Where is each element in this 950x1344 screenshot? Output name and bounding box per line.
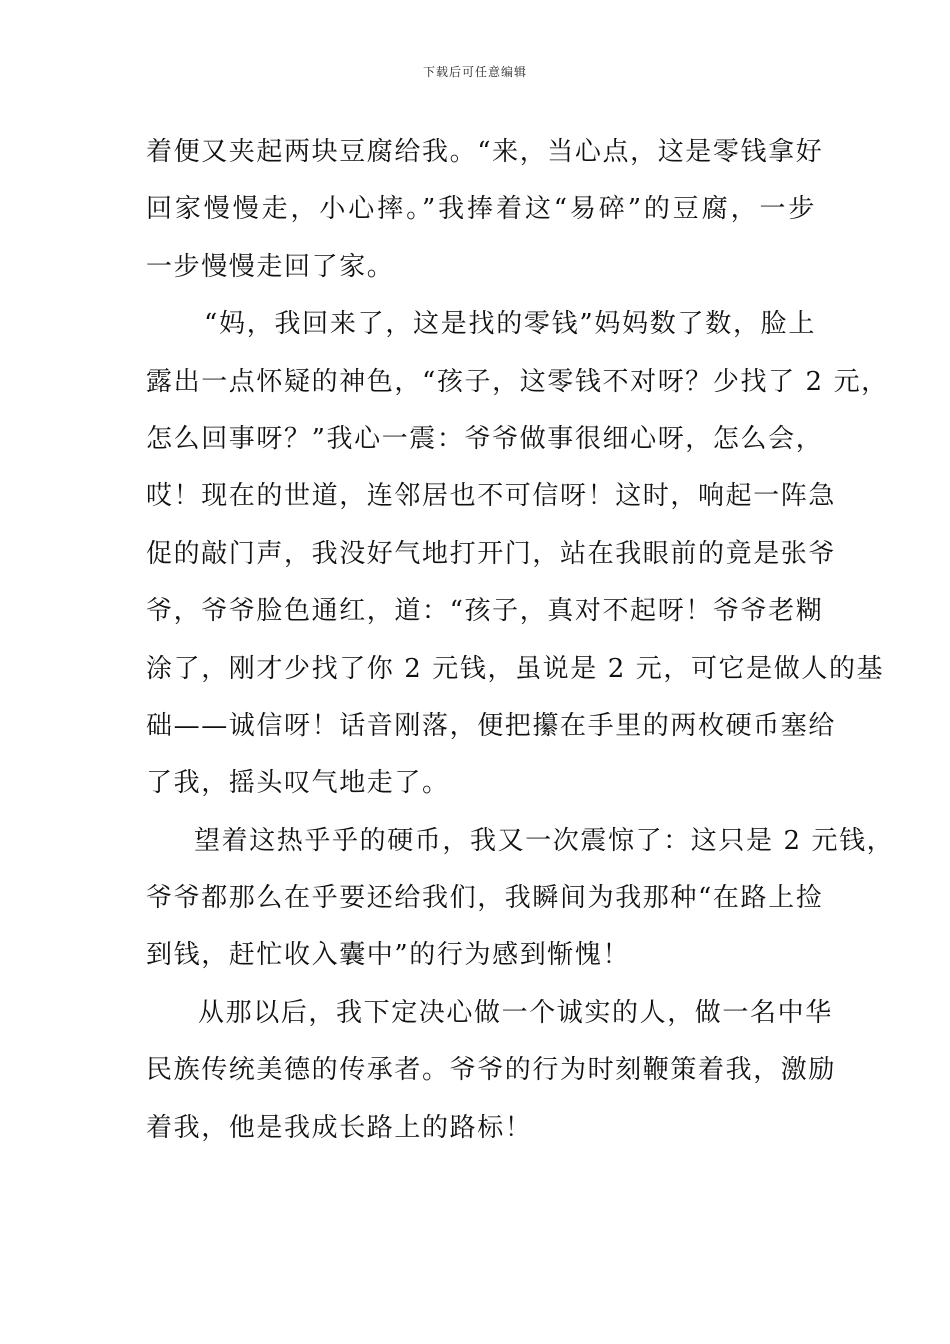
text-line: “妈，我回来了，这是找的零钱”妈妈数了数，脸上 (204, 309, 816, 340)
paragraph-1 (146, 124, 824, 296)
paragraph-3 (146, 813, 895, 985)
text-line: 从那以后，我下定决心做一个诚实的人，做一名中华 (198, 997, 833, 1028)
paragraph-4 (146, 985, 837, 1157)
text-line: 到钱，赶忙收入囊中”的行为感到惭愧！ (146, 940, 631, 971)
text-line: 爷爷都那么在乎要还给我们，我瞬间为我那种“在路上捡 (146, 883, 824, 914)
text-line: 哎！现在的世道，连邻居也不可信呀！这时，响起一阵急 (146, 481, 837, 512)
article-body (146, 124, 895, 1157)
text-line: 回家慢慢走，小心摔。”我捧着这“易碎”的豆腐，一步 (146, 194, 816, 225)
text-line: 涂了，刚才少找了你 2 元钱，虽说是 2 元，可它是做人的基 (146, 653, 885, 684)
text-line: 望着这热乎乎的硬币，我又一次震惊了：这只是 2 元钱， (194, 825, 895, 856)
text-line: 露出一点怀疑的神色，“孩子，这零钱不对呀？少找了 2 元， (146, 366, 889, 397)
text-line: 爷，爷爷脸色通红，道：“孩子，真对不起呀！爷爷老糊 (146, 596, 824, 627)
text-line: 民族传统美德的传承者。爷爷的行为时刻鞭策着我，激励 (146, 1055, 837, 1086)
text-line: 了我，摇头叹气地走了。 (146, 768, 450, 799)
text-line: 着便又夹起两块豆腐给我。“来，当心点，这是零钱拿好 (146, 137, 824, 167)
page-header: 下载后可任意编辑 (422, 65, 527, 79)
paragraph-2 (146, 296, 889, 813)
text-line: 础——诚信呀！话音刚落，便把攥在手里的两枚硬币塞给 (146, 710, 837, 741)
text-line: 着我，他是我成长路上的路标！ (146, 1112, 533, 1143)
text-line: 怎么回事呀？”我心一震：爷爷做事很细心呀，怎么会， (146, 423, 824, 454)
text-line: 促的敲门声，我没好气地打开门，站在我眼前的竟是张爷 (146, 538, 837, 569)
text-line: 一步慢慢走回了家。 (146, 251, 395, 282)
